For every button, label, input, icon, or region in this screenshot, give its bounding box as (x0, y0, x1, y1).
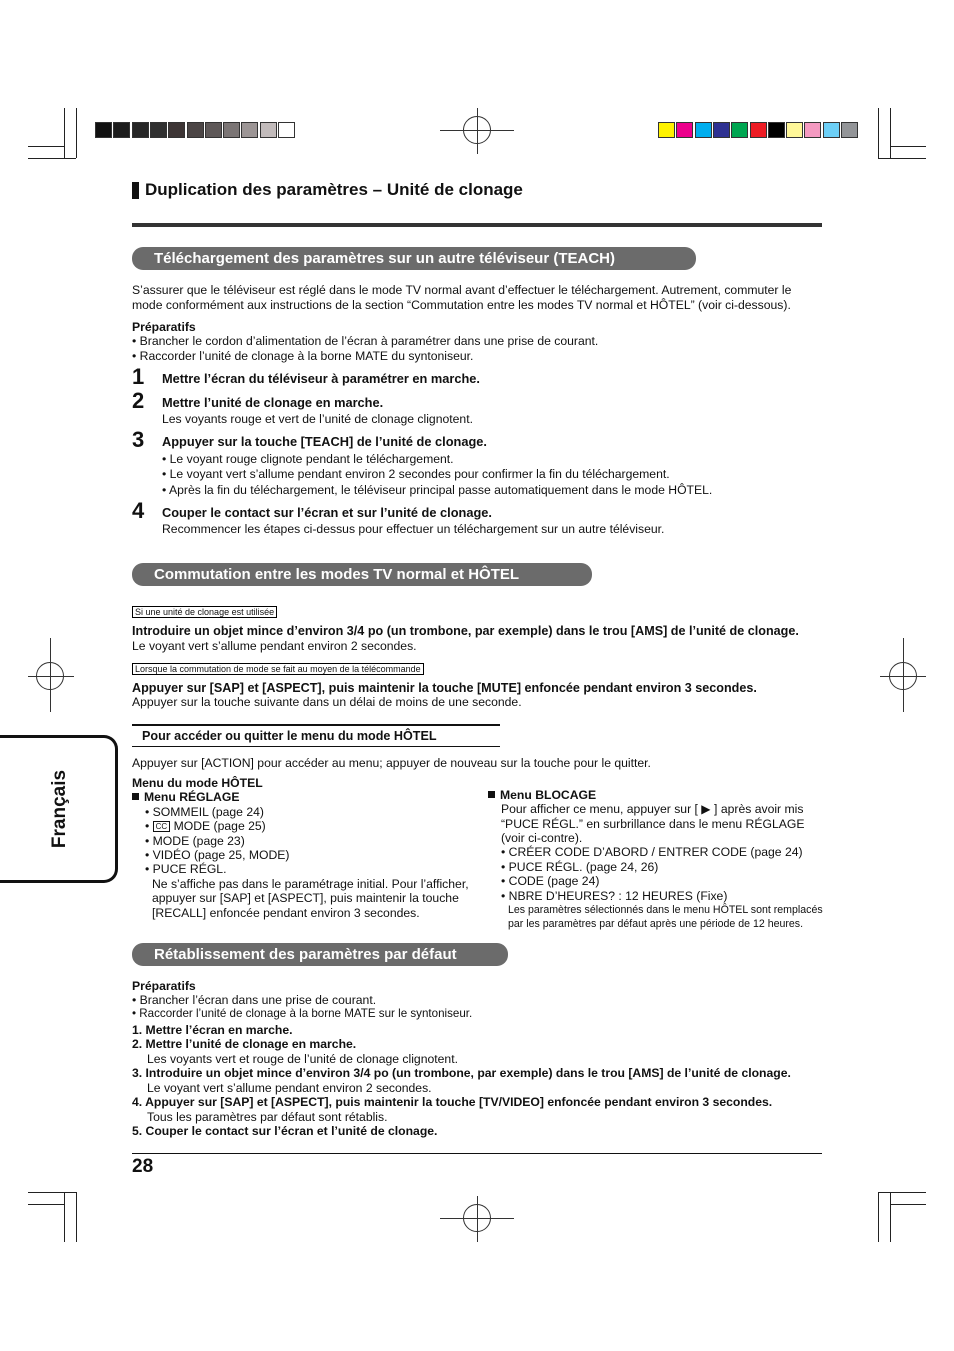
crop-mark (28, 1192, 76, 1193)
page-title: Duplication des paramètres – Unité de clonage (145, 180, 523, 199)
bullet-square-icon (132, 793, 139, 800)
color-swatch (731, 122, 748, 138)
blocage-desc: “PUCE RÉGL.” en surbrillance dans le menu RÉGLAGE (501, 817, 805, 831)
blocage-item: • CRÉER CODE D’ABORD / ENTRER CODE (page 24) (501, 845, 803, 859)
crop-mark (878, 1192, 879, 1242)
color-swatch (786, 122, 803, 138)
color-swatch (150, 122, 167, 138)
reset-step: 4. Appuyer sur [SAP] et [ASPECT], puis maintenir la touche [TV/VIDEO] enfoncée pendant environ 3 secondes. (132, 1095, 773, 1109)
color-swatch (713, 122, 730, 138)
header-rule (132, 223, 822, 227)
crop-mark (28, 146, 64, 147)
step-number: 1 (132, 364, 145, 389)
color-swatch (804, 122, 821, 138)
crop-mark (76, 108, 77, 158)
section-heading-reset: Rétablissement des paramètres par défaut (132, 943, 508, 966)
blocage-desc: Pour afficher ce menu, appuyer sur [ ▶ ] après avoir mis (501, 802, 804, 816)
reglage-item-text: MODE (page 25) (173, 819, 266, 833)
header-marker (132, 182, 139, 199)
step-title: Appuyer sur la touche [TEACH] de l’unité de clonage. (162, 434, 487, 449)
subheading-rule-top (132, 724, 500, 726)
reset-step-note: Le voyant vert s’allume pendant environ 2 secondes. (147, 1081, 432, 1095)
color-swatch (132, 122, 149, 138)
step-bullet: • Le voyant rouge clignote pendant le téléchargement. (162, 452, 454, 466)
reglage-title-text: Menu RÉGLAGE (144, 790, 240, 804)
reset-step: 3. Introduire un objet mince d’environ 3/4 po (un trombone, par exemple) dans le trou [AMS] de l’unité de clonage. (132, 1066, 791, 1080)
reset-prep-item: • Raccorder l’unité de clonage à la borne MATE sur le syntoniseur. (132, 1007, 473, 1020)
blocage-note: Les paramètres sélectionnés dans le menu HÔTEL sont remplacés (508, 904, 823, 916)
color-swatch (113, 122, 130, 138)
reset-step: 1. Mettre l’écran en marche. (132, 1023, 293, 1037)
blocage-title (488, 788, 596, 803)
crop-mark (76, 1192, 77, 1242)
teach-prep-title: Préparatifs (132, 320, 196, 334)
reglage-item: • SOMMEIL (page 24) (145, 805, 264, 819)
crop-mark (28, 1204, 64, 1205)
step-bullet: • Le voyant vert s’allume pendant environ 2 secondes pour confirmer la fin du téléchargement. (162, 467, 670, 481)
instruction-text: Appuyer sur [SAP] et [ASPECT], puis maintenir la touche [MUTE] enfoncée pendant environ 3 secondes. (132, 681, 757, 695)
step-note: Recommencer les étapes ci-dessus pour effectuer un téléchargement sur un autre téléviseur. (162, 522, 665, 536)
crop-mark (28, 158, 76, 159)
color-swatch (260, 122, 277, 138)
color-swatch (241, 122, 258, 138)
crop-mark (890, 108, 891, 158)
reset-prep-item: • Brancher l’écran dans une prise de courant. (132, 993, 377, 1007)
cc-icon: CC (153, 821, 171, 832)
blocage-desc: (voir ci-contre). (501, 831, 583, 845)
teach-intro-line2: mode conformément aux instructions de la section “Commutation entre les modes TV normal et HÔTEL” (voir ci-dessous). (132, 298, 791, 312)
color-swatch (278, 122, 295, 138)
step-number: 3 (132, 427, 145, 452)
condition-label: Si une unité de clonage est utilisée (132, 606, 277, 618)
instruction-note: Le voyant vert s’allume pendant environ 2 secondes. (132, 639, 417, 653)
blocage-note: par les paramètres par défaut après une période de 12 heures. (508, 918, 804, 930)
color-swatch (750, 122, 767, 138)
crop-mark (890, 1192, 891, 1242)
crop-mark (890, 146, 926, 147)
blocage-item: • PUCE RÉGL. (page 24, 26) (501, 860, 659, 874)
step-title: Mettre l’écran du téléviseur à paramétrer en marche. (162, 371, 480, 386)
blocage-item: • NBRE D’HEURES? : 12 HEURES (Fixe) (501, 889, 728, 903)
instruction-text: Introduire un objet mince d’environ 3/4 po (un trombone, par exemple) dans le trou [AMS] de l’unité de clonage. (132, 624, 799, 638)
bullet-square-icon (488, 791, 495, 798)
footer-rule (132, 1153, 822, 1154)
reglage-item: • CC MODE (page 25) (145, 819, 266, 833)
color-swatch (95, 122, 112, 138)
step-title: Mettre l’unité de clonage en marche. (162, 395, 384, 410)
color-swatch (768, 122, 785, 138)
condition-label: Lorsque la commutation de mode se fait au moyen de la télécommande (132, 663, 424, 675)
color-swatch (187, 122, 204, 138)
hotel-intro: Appuyer sur [ACTION] pour accéder au menu; appuyer de nouveau sur la touche pour le quitter. (132, 756, 651, 770)
language-tab-label: Français (49, 769, 70, 849)
reset-step-note: Les voyants vert et rouge de l’unité de clonage clignotent. (147, 1052, 458, 1066)
blocage-item: • CODE (page 24) (501, 874, 600, 888)
color-swatch (841, 122, 858, 138)
reglage-item: • VIDÉO (page 25, MODE) (145, 848, 290, 862)
reglage-item: • MODE (page 23) (145, 834, 245, 848)
step-number: 2 (132, 388, 145, 413)
reset-step-note: Tous les paramètres par défaut sont rétablis. (147, 1110, 388, 1124)
reset-step: 2. Mettre l’unité de clonage en marche. (132, 1037, 357, 1051)
crop-mark (64, 1192, 65, 1242)
crop-mark (878, 1192, 926, 1193)
step-title: Couper le contact sur l’écran et sur l’unité de clonage. (162, 505, 492, 520)
subheading-hotel: Pour accéder ou quitter le menu du mode HÔTEL (142, 729, 437, 743)
hotel-menu-title: Menu du mode HÔTEL (132, 776, 263, 790)
color-swatch (168, 122, 185, 138)
reglage-note: appuyer sur [SAP] et [ASPECT], puis maintenir la touche (152, 891, 459, 905)
color-swatch (823, 122, 840, 138)
instruction-note: Appuyer sur la touche suivante dans un délai de moins de une seconde. (132, 695, 522, 709)
crop-mark (878, 158, 926, 159)
reset-step: 5. Couper le contact sur l’écran et l’unité de clonage. (132, 1124, 438, 1138)
reglage-note: [RECALL] enfoncée pendant environ 3 secondes. (152, 906, 420, 920)
step-number: 4 (132, 498, 145, 523)
section-heading-switch: Commutation entre les modes TV normal et HÔTEL (132, 563, 592, 586)
crop-mark (878, 108, 879, 158)
color-swatch (695, 122, 712, 138)
reglage-title (132, 790, 239, 805)
color-swatch (223, 122, 240, 138)
reglage-note: Ne s’affiche pas dans le paramétrage initial. Pour l’afficher, (152, 877, 469, 891)
step-note: Les voyants rouge et vert de l’unité de clonage clignotent. (162, 412, 473, 426)
reset-prep-title: Préparatifs (132, 979, 196, 993)
crop-mark (64, 108, 65, 158)
subheading-rule-bottom (132, 746, 500, 747)
teach-intro-line1: S’assurer que le téléviseur est réglé dans le mode TV normal avant d’effectuer le téléchargement. Autrement, commuter le (132, 283, 792, 297)
reglage-item: • PUCE RÉGL. (145, 862, 227, 876)
color-swatch (205, 122, 222, 138)
step-bullet: • Après la fin du téléchargement, le téléviseur principal passe automatiquement dans le mode HÔTEL. (162, 483, 713, 497)
teach-prep-item: • Brancher le cordon d’alimentation de l’écran à paramétrer dans une prise de courant. (132, 334, 599, 348)
blocage-title-text: Menu BLOCAGE (500, 788, 597, 802)
section-heading-teach: Téléchargement des paramètres sur un autre téléviseur (TEACH) (132, 247, 696, 270)
crop-mark (890, 1204, 926, 1205)
color-swatch (676, 122, 693, 138)
teach-prep-item: • Raccorder l’unité de clonage à la borne MATE du syntoniseur. (132, 349, 474, 363)
color-swatch (658, 122, 675, 138)
page-number: 28 (132, 1156, 154, 1177)
